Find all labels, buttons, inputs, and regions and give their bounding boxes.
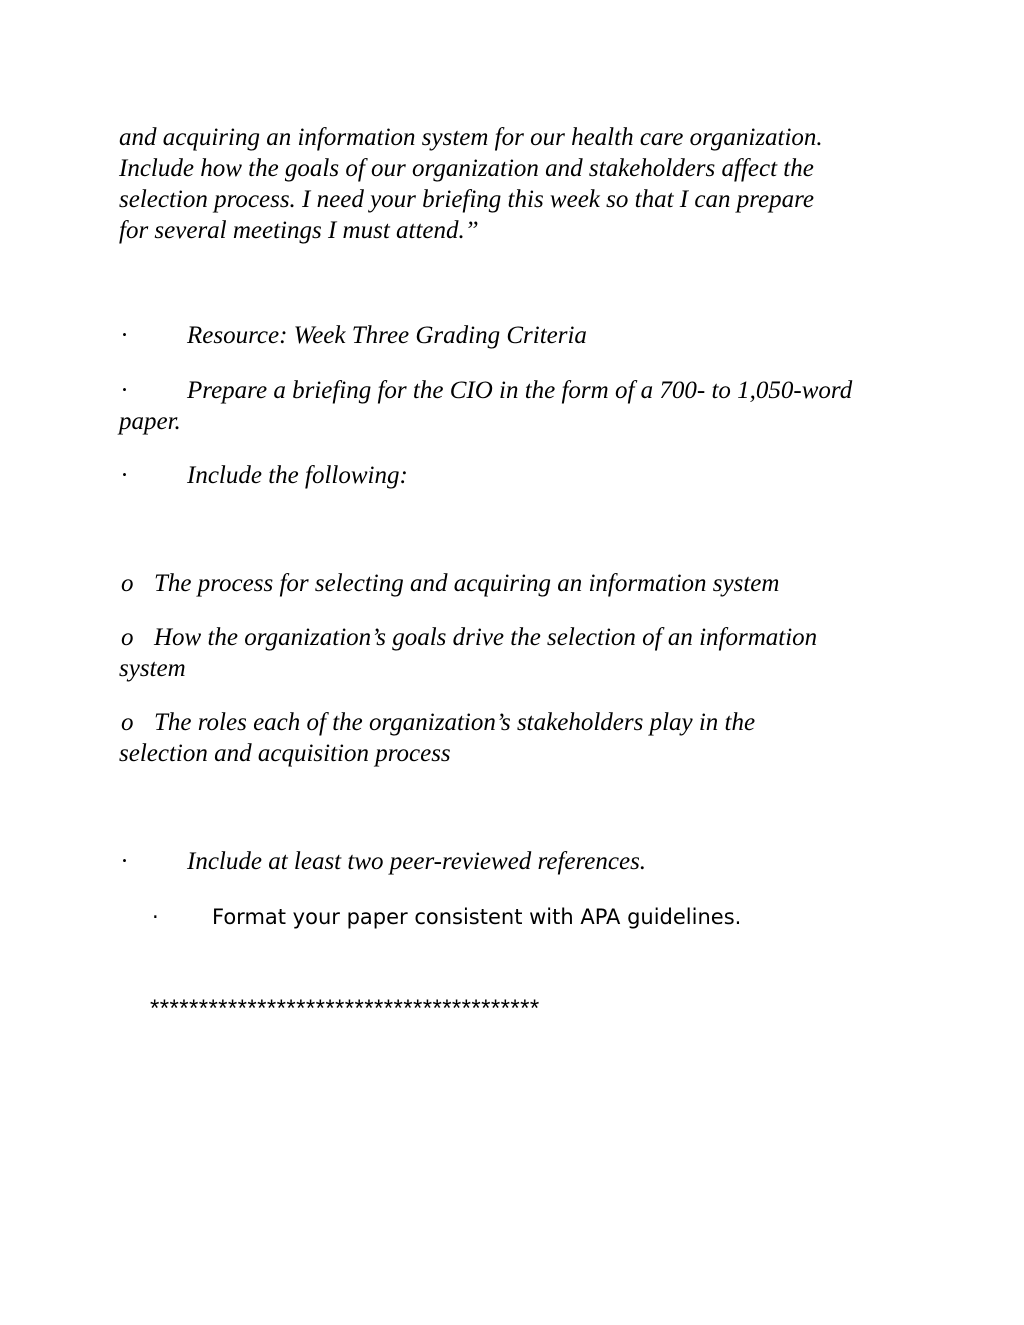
bullet-text: Resource: Week Three Grading Criteria [187, 322, 587, 349]
bullet-marker: · [152, 905, 159, 929]
intro-line-2: Include how the goals of our organization and stakeholders affect the [119, 155, 814, 182]
bullet-text: Include the following: [187, 462, 408, 489]
sub-list-text: The process for selecting and acquiring an information system [154, 570, 780, 597]
bullet-text: Format your paper consistent with APA guidelines. [212, 905, 742, 929]
sub-list-marker: o [121, 570, 134, 597]
bullet-text: Prepare a briefing for the CIO in the form of a 700- to 1,050-word [187, 377, 853, 404]
intro-line-4: for several meetings I must attend.” [119, 217, 479, 244]
bullet-marker: · [121, 462, 128, 489]
bullet-text: Include at least two peer-reviewed references. [187, 848, 647, 875]
sub-list-marker: o [121, 709, 134, 736]
sub-list-text-continuation: system [119, 655, 186, 682]
intro-line-1: and acquiring an information system for our health care organization. [119, 124, 823, 151]
bullet-marker: · [121, 848, 128, 875]
sub-list-text-continuation: selection and acquisition process [119, 740, 451, 767]
bullet-marker: · [121, 322, 128, 349]
asterisk-divider: **************************************** [150, 995, 540, 1022]
sub-list-text: How the organization’s goals drive the selection of an information [154, 624, 818, 651]
sub-list-text: The roles each of the organization’s stakeholders play in the [154, 709, 756, 736]
intro-paragraph [119, 122, 919, 246]
sub-list-marker: o [121, 624, 134, 651]
bullet-marker: · [121, 377, 128, 404]
bullet-text-continuation: paper. [119, 408, 181, 435]
intro-line-3: selection process. I need your briefing this week so that I can prepare [119, 186, 814, 213]
